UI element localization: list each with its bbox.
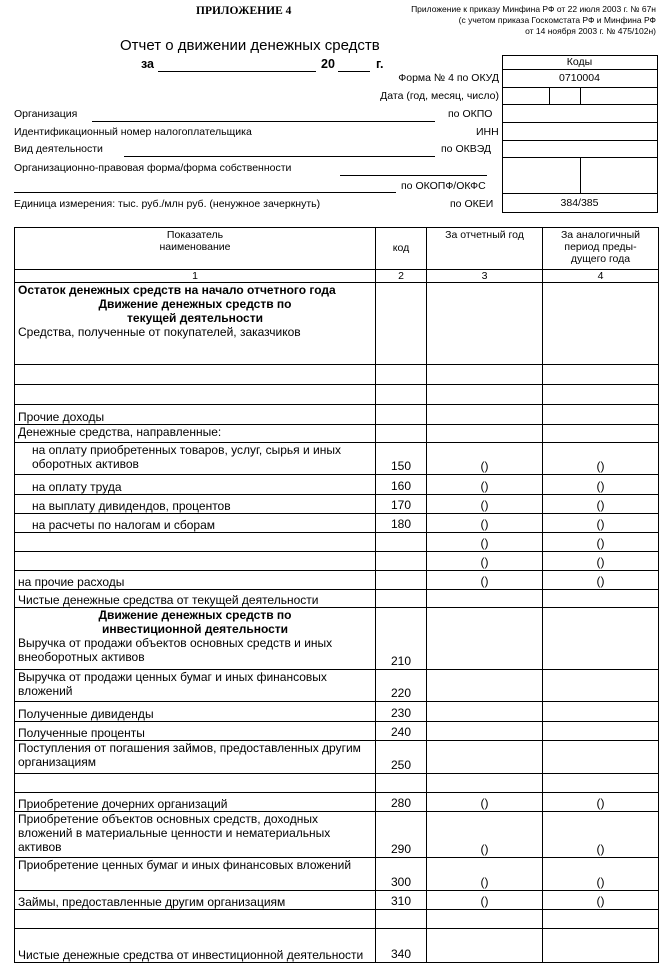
- value-current[interactable]: (): [427, 495, 543, 514]
- column-numbers-row: [15, 270, 659, 283]
- okud-value: 0710004: [559, 72, 600, 84]
- row-label: на выплату дивидендов, процентов: [15, 495, 376, 514]
- value-previous[interactable]: (): [543, 514, 659, 533]
- cash-flow-table: [14, 227, 659, 963]
- code-cell[interactable]: [376, 283, 427, 365]
- header-code: код: [376, 228, 427, 270]
- org-line[interactable]: [92, 121, 435, 122]
- buyers-receipts-label: Средства, полученные от покупателей, заказчиков: [18, 325, 301, 339]
- row-label: на оплату труда: [15, 475, 376, 495]
- code-cell: 210: [376, 608, 427, 670]
- opening-balance-label: Остаток денежных средств на начало отчетного года: [18, 283, 336, 297]
- table-row: [15, 858, 659, 891]
- table-row: [15, 590, 659, 608]
- table-row: [15, 443, 659, 475]
- table-row: [15, 514, 659, 533]
- code-cell[interactable]: [376, 910, 427, 929]
- value-previous[interactable]: (): [543, 571, 659, 590]
- value-current[interactable]: [427, 425, 543, 443]
- table-row: [15, 929, 659, 963]
- col-number-2: 2: [376, 270, 427, 283]
- value-previous[interactable]: [543, 702, 659, 722]
- code-cell[interactable]: [376, 590, 427, 608]
- value-current[interactable]: (): [427, 891, 543, 910]
- code-cell: 310: [376, 891, 427, 910]
- org-label: Организация: [14, 108, 78, 120]
- inn-label: ИНН: [476, 126, 499, 138]
- code-cell[interactable]: [376, 385, 427, 405]
- table-row: [15, 812, 659, 858]
- okved-label: по ОКВЭД: [441, 143, 492, 155]
- table-row: [15, 670, 659, 702]
- value-previous[interactable]: [543, 385, 659, 405]
- code-cell: 290: [376, 812, 427, 858]
- period-year-suffix: г.: [376, 57, 384, 71]
- value-current[interactable]: (): [427, 858, 543, 891]
- code-cell[interactable]: [376, 425, 427, 443]
- value-current[interactable]: (): [427, 552, 543, 571]
- okpo-label: по ОКПО: [448, 108, 493, 120]
- code-cell: 150: [376, 443, 427, 475]
- value-previous[interactable]: [543, 670, 659, 702]
- table-row: [15, 425, 659, 443]
- col-number-4: 4: [543, 270, 659, 283]
- value-previous[interactable]: (): [543, 891, 659, 910]
- value-previous[interactable]: [543, 405, 659, 425]
- row-label: Чистые денежные средства от текущей деятельности: [15, 590, 376, 608]
- value-current[interactable]: [427, 774, 543, 793]
- value-previous[interactable]: (): [543, 812, 659, 858]
- value-current[interactable]: [427, 741, 543, 774]
- order-note-1: Приложение к приказу Минфина РФ от 22 июля 2003 г. № 67н: [411, 4, 656, 14]
- value-previous[interactable]: [543, 283, 659, 365]
- code-cell[interactable]: [376, 774, 427, 793]
- value-current[interactable]: (): [427, 812, 543, 858]
- section-current-label: Движение денежных средств по текущей деятельности: [98, 297, 292, 325]
- table-row: [15, 495, 659, 514]
- value-previous[interactable]: (): [543, 443, 659, 475]
- code-cell: 340: [376, 929, 427, 963]
- code-cell: 170: [376, 495, 427, 514]
- value-previous[interactable]: (): [543, 793, 659, 812]
- code-cell: 300: [376, 858, 427, 891]
- code-cell: 180: [376, 514, 427, 533]
- header-current: За отчетный год: [427, 228, 543, 270]
- row-label: Чистые денежные средства от инвестиционной деятельности: [15, 929, 376, 963]
- value-current[interactable]: [427, 590, 543, 608]
- col-number-3: 3: [427, 270, 543, 283]
- table-row: [15, 910, 659, 929]
- table-row: [15, 571, 659, 590]
- unit-label: Единица измерения: тыс. руб./млн руб. (ненужное зачеркнуть): [14, 198, 321, 210]
- table-row: [15, 793, 659, 812]
- row-label: Поступления от погашения займов, предоставленных другим организациям: [15, 741, 376, 774]
- table-row: [15, 722, 659, 741]
- row-label: Займы, предоставленные другим организациям: [15, 891, 376, 910]
- row-label: Прочие доходы: [15, 405, 376, 425]
- value-current[interactable]: [427, 608, 543, 670]
- value-previous[interactable]: [543, 774, 659, 793]
- row-label: на оплату приобретенных товаров, услуг, сырья и иных оборотных активов: [15, 443, 376, 475]
- col-number-1: 1: [15, 270, 376, 283]
- code-cell[interactable]: [376, 405, 427, 425]
- row-label: на прочие расходы: [15, 571, 376, 590]
- code-cell: 160: [376, 475, 427, 495]
- legal-form-line-1[interactable]: [340, 175, 487, 176]
- code-cell[interactable]: [376, 552, 427, 571]
- table-header-row: [15, 228, 659, 270]
- value-previous[interactable]: [543, 722, 659, 741]
- table-row: [15, 385, 659, 405]
- value-current[interactable]: (): [427, 793, 543, 812]
- value-previous[interactable]: (): [543, 533, 659, 552]
- period-year-prefix: 20: [321, 57, 335, 71]
- code-cell: 250: [376, 741, 427, 774]
- inn-long-label: Идентификационный номер налогоплательщика: [14, 126, 252, 138]
- period-line[interactable]: [158, 71, 316, 72]
- activity-line[interactable]: [124, 156, 435, 157]
- table-row: [15, 741, 659, 774]
- okei-value: 384/385: [560, 197, 599, 209]
- row-label: Полученные дивиденды: [15, 702, 376, 722]
- value-previous[interactable]: (): [543, 495, 659, 514]
- row-label: Полученные проценты: [15, 722, 376, 741]
- table-row: [15, 533, 659, 552]
- table-row: [15, 552, 659, 571]
- header-indicator: Показатель наименование: [15, 228, 376, 270]
- value-current[interactable]: [427, 929, 543, 963]
- section-investing-label: Движение денежных средств по инвестиционной деятельности: [98, 608, 292, 636]
- okopf-label: по ОКОПФ/ОКФС: [401, 180, 486, 192]
- value-current[interactable]: [427, 385, 543, 405]
- table-row: [15, 702, 659, 722]
- value-previous[interactable]: [543, 910, 659, 929]
- value-current[interactable]: (): [427, 533, 543, 552]
- code-cell: 220: [376, 670, 427, 702]
- value-current[interactable]: [427, 722, 543, 741]
- code-cell: 280: [376, 793, 427, 812]
- code-cell: 240: [376, 722, 427, 741]
- row-label: на расчеты по налогам и сборам: [15, 514, 376, 533]
- value-current[interactable]: [427, 910, 543, 929]
- row-label: Приобретение ценных бумаг и иных финансовых вложений: [15, 858, 376, 891]
- legal-form-line-2[interactable]: [14, 192, 396, 193]
- form-okud-label: Форма № 4 по ОКУД: [398, 72, 499, 84]
- value-current[interactable]: (): [427, 443, 543, 475]
- date-label: Дата (год, месяц, число): [380, 90, 499, 102]
- value-current[interactable]: [427, 405, 543, 425]
- value-previous[interactable]: (): [543, 552, 659, 571]
- row-label: [15, 283, 376, 365]
- order-note-2: (с учетом приказа Госкомстата РФ и Минфина РФ: [458, 15, 656, 25]
- report-title: Отчет о движении денежных средств: [120, 37, 380, 54]
- activity-label: Вид деятельности: [14, 143, 103, 155]
- row-label: Выручка от продажи ценных бумаг и иных финансовых вложений: [15, 670, 376, 702]
- value-current[interactable]: (): [427, 571, 543, 590]
- value-current[interactable]: [427, 670, 543, 702]
- appendix-label: ПРИЛОЖЕНИЕ 4: [196, 5, 292, 17]
- row-label: Денежные средства, направленные:: [15, 425, 376, 443]
- table-row: [15, 608, 659, 670]
- table-row: [15, 283, 659, 365]
- table-row: [15, 405, 659, 425]
- row-label: Приобретение дочерних организаций: [15, 793, 376, 812]
- code-cell[interactable]: [376, 533, 427, 552]
- value-current[interactable]: (): [427, 475, 543, 495]
- period-prefix: за: [141, 57, 155, 71]
- value-previous[interactable]: [543, 365, 659, 385]
- legal-form-label: Организационно-правовая форма/форма собственности: [14, 162, 292, 174]
- value-current[interactable]: [427, 702, 543, 722]
- code-cell: 230: [376, 702, 427, 722]
- code-cell[interactable]: [376, 365, 427, 385]
- code-cell[interactable]: [376, 571, 427, 590]
- value-previous[interactable]: [543, 425, 659, 443]
- okei-label: по ОКЕИ: [450, 198, 494, 210]
- value-previous[interactable]: [543, 741, 659, 774]
- table-row: [15, 774, 659, 793]
- row-label: Приобретение объектов основных средств, доходных вложений в материальные ценности и нематериальных активов: [15, 812, 376, 858]
- value-previous[interactable]: (): [543, 858, 659, 891]
- codes-header: Коды: [566, 56, 593, 68]
- year-line[interactable]: [338, 71, 370, 72]
- value-previous[interactable]: [543, 929, 659, 963]
- value-previous[interactable]: (): [543, 475, 659, 495]
- value-previous[interactable]: [543, 590, 659, 608]
- table-row: [15, 365, 659, 385]
- table-row: [15, 891, 659, 910]
- value-current[interactable]: [427, 283, 543, 365]
- order-note-3: от 14 ноября 2003 г. № 475/102н): [525, 26, 656, 36]
- row-label: [15, 608, 376, 670]
- asset-sale-label: Выручка от продажи объектов основных средств и иных внеоборотных активов: [18, 636, 333, 664]
- table-row: [15, 475, 659, 495]
- value-current[interactable]: [427, 365, 543, 385]
- header-previous: За аналогичный период преды-дущего года: [543, 228, 659, 270]
- value-current[interactable]: (): [427, 514, 543, 533]
- value-previous[interactable]: [543, 608, 659, 670]
